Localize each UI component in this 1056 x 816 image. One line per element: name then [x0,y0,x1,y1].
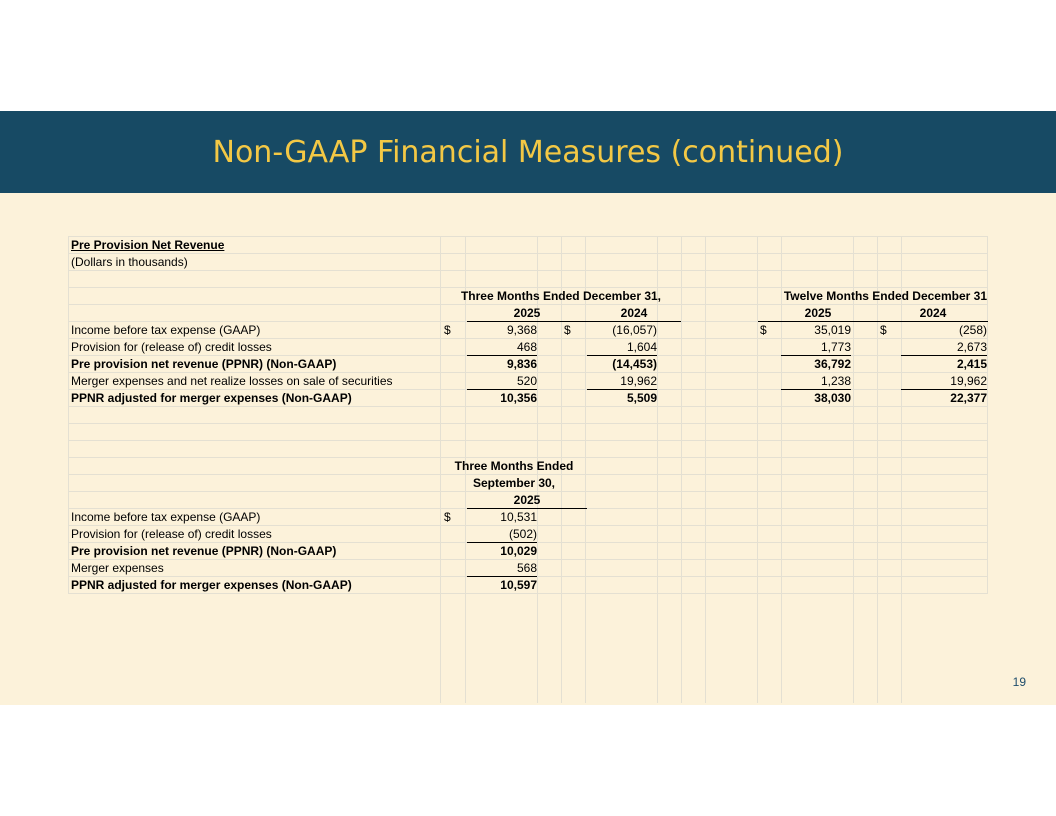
year-header: 2025 [467,492,587,509]
currency-symbol: $ [880,323,887,337]
table-row [69,492,987,509]
cell-value: 1,604 [587,339,657,356]
cell-value: 520 [467,373,537,390]
cell-value: (258) [958,323,987,337]
cell-value: 19,962 [901,373,987,390]
row-label: Merger expenses and net realize losses on sale of securities [71,374,393,388]
row-label: Merger expenses [71,561,164,575]
table-row [69,271,987,288]
cell-value: 9,368 [506,323,537,337]
financial-table [68,236,988,594]
cell-value: 2,415 [956,357,987,371]
table-row [69,509,987,526]
table-subheading: (Dollars in thousands) [71,255,188,269]
column-header: September 30, [472,476,556,490]
table-row [69,526,987,543]
currency-symbol: $ [444,510,451,524]
table-row [69,288,987,305]
cell-value: 22,377 [950,391,987,405]
cell-value: 10,029 [500,544,537,558]
cell-value: 2,673 [901,339,987,356]
table-row [69,305,987,322]
table-row [69,390,987,407]
table-row [69,424,987,441]
cell-value: 9,836 [506,357,537,371]
table-heading: Pre Provision Net Revenue [71,238,225,252]
year-header: 2024 [878,305,988,322]
table-row [69,441,987,458]
table-row [69,560,987,577]
currency-symbol: $ [564,323,571,337]
row-label: PPNR adjusted for merger expenses (Non-GAAP) [71,391,352,405]
column-group-three-months: Three Months Ended December 31, [460,289,662,303]
row-label: Provision for (release of) credit losses [71,527,272,541]
table-row [69,254,987,271]
year-header: 2024 [587,305,681,322]
row-label: Provision for (release of) credit losses [71,340,272,354]
table-row [69,577,987,594]
cell-value: 10,597 [500,578,537,592]
table-row [69,356,987,373]
table-row [69,339,987,356]
row-label: Pre provision net revenue (PPNR) (Non-GAAP) [71,357,337,371]
row-label: Pre provision net revenue (PPNR) (Non-GAAP) [71,544,337,558]
cell-value: 10,531 [500,510,537,524]
page-title: Non-GAAP Financial Measures (continued) [212,134,844,170]
table-row [69,322,987,339]
row-label: Income before tax expense (GAAP) [71,510,261,524]
page-number: 19 [1012,675,1026,689]
year-header: 2025 [758,305,878,322]
cell-value: 468 [467,339,537,356]
cell-value: (16,057) [612,323,657,337]
cell-value: 5,509 [626,391,657,405]
cell-value: (502) [467,526,537,543]
cell-value: 1,773 [781,339,851,356]
row-label: PPNR adjusted for merger expenses (Non-GAAP) [71,578,352,592]
cell-value: 568 [467,560,537,577]
cell-value: 36,792 [814,357,851,371]
cell-value: 10,356 [500,391,537,405]
title-banner [0,111,1056,193]
currency-symbol: $ [444,323,451,337]
table-row [69,475,987,492]
table-row [69,237,987,254]
row-label: Income before tax expense (GAAP) [71,323,261,337]
slide [0,111,1056,705]
cell-value: 35,019 [814,323,851,337]
cell-value: (14,453) [612,357,657,371]
cell-value: 19,962 [587,373,657,390]
cell-value: 1,238 [781,373,851,390]
column-group-twelve-months: Twelve Months Ended December 31 [783,289,987,303]
column-header: Three Months Ended [454,459,574,473]
year-header: 2025 [467,305,587,322]
table-row [69,407,987,424]
table-row [69,373,987,390]
currency-symbol: $ [760,323,767,337]
table-row [69,458,987,475]
table-row [69,543,987,560]
cell-value: 38,030 [814,391,851,405]
